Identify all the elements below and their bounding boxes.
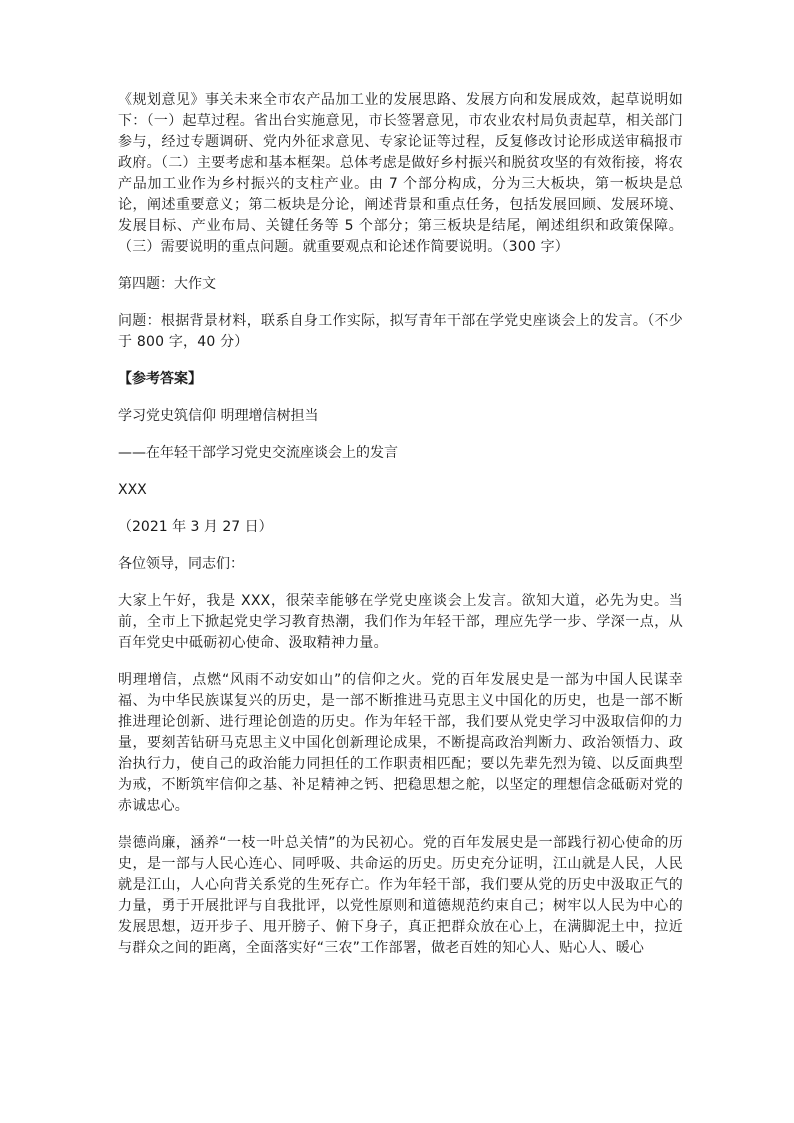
speech-date: （2021 年 3 月 27 日） <box>118 519 273 535</box>
question-4-prompt: 问题：根据背景材料，联系自身工作实际，拟写青年干部在学党史座谈会上的发言。（不少于 800 字，40 分） <box>118 313 683 350</box>
section-1-paragraph: 明理增信，点燃“风雨不动安如山”的信仰之火。党的百年发展史是一部为中国人民谋幸福、为中华民族谋复兴的历史，是一部不断推进马克思主义中国化的历史，也是一部不断推进理论创新、进行理论创造的历史。作为年轻干部，我们要从党史学习中汲取信仰的力量，要刻苦钻研马克思主义中国化创新理论成果，不断提高政治判断力、政治领悟力、政治执行力，使自己的政治能力同担任的工作职责相匹配；要以先辈先烈为镜、以反面典型为戒，不断筑牢信仰之基、补足精神之钙、把稳思想之舵，以坚定的理想信念砥砺对党的赤诚忠心。 <box>118 672 683 814</box>
opening-paragraph: 大家上午好，我是 XXX，很荣幸能够在学党史座谈会上发言。欲知大道，必先为史。当前，全市上下掀起党史学习教育热潮，我们作为年轻干部，理应先学一步、学深一点，从百年党史中砥砺初心使命、汲取精神力量。 <box>118 593 683 651</box>
reference-answer-heading: 【参考答案】 <box>118 371 202 387</box>
section-2-paragraph: 崇德尚廉，涵养“一枝一叶总关情”的为民初心。党的百年发展史是一部践行初心使命的历史，是一部与人民心连心、同呼吸、共命运的历史。历史充分证明，江山就是人民，人民就是江山，人心向背关系党的生死存亡。作为年轻干部，我们要从党的历史中汲取正气的力量，勇于开展批评与自我批评，以党性原则和道德规范约束自己；树牢以人民为中心的发展思想，迈开步子、甩开膀子、俯下身子，真正把群众放在心上，在满脚泥土中，拉近与群众之间的距离，全面落实好“三农”工作部署，做老百姓的知心人、贴心人、暖心 <box>118 835 683 956</box>
document-page <box>118 90 683 975</box>
intro-paragraph: 《规划意见》事关未来全市农产品加工业的发展思路、发展方向和发展成效，起草说明如下：（一）起草过程。省出台实施意见，市长签署意见，市农业农村局负责起草，相关部门参与，经过专题调研、党内外征求意见、专家论证等过程，反复修改讨论形成送审稿报市政府。（二）主要考虑和基本框架。总体考虑是做好乡村振兴和脱贫攻坚的有效衔接，将农产品加工业作为乡村振兴的支柱产业。由 7 个部分构成，分为三大板块，第一板块是总论，阐述重要意义；第二板块是分论，阐述背景和重点任务，包括发展回顾、发展环境、发展目标、产业布局、关键任务等 5 个部分；第三板块是结尾，阐述组织和政策保障。（三）需要说明的重点问题。就重要观点和论述作简要说明。（300 字） <box>118 92 683 255</box>
speech-title: 学习党史筑信仰 明理增信树担当 <box>118 408 319 424</box>
question-4-heading: 第四题：大作文 <box>118 276 216 292</box>
speech-subtitle: ——在年轻干部学习党史交流座谈会上的发言 <box>118 445 398 461</box>
greeting: 各位领导，同志们： <box>118 556 244 572</box>
speaker-name: XXX <box>118 482 147 498</box>
